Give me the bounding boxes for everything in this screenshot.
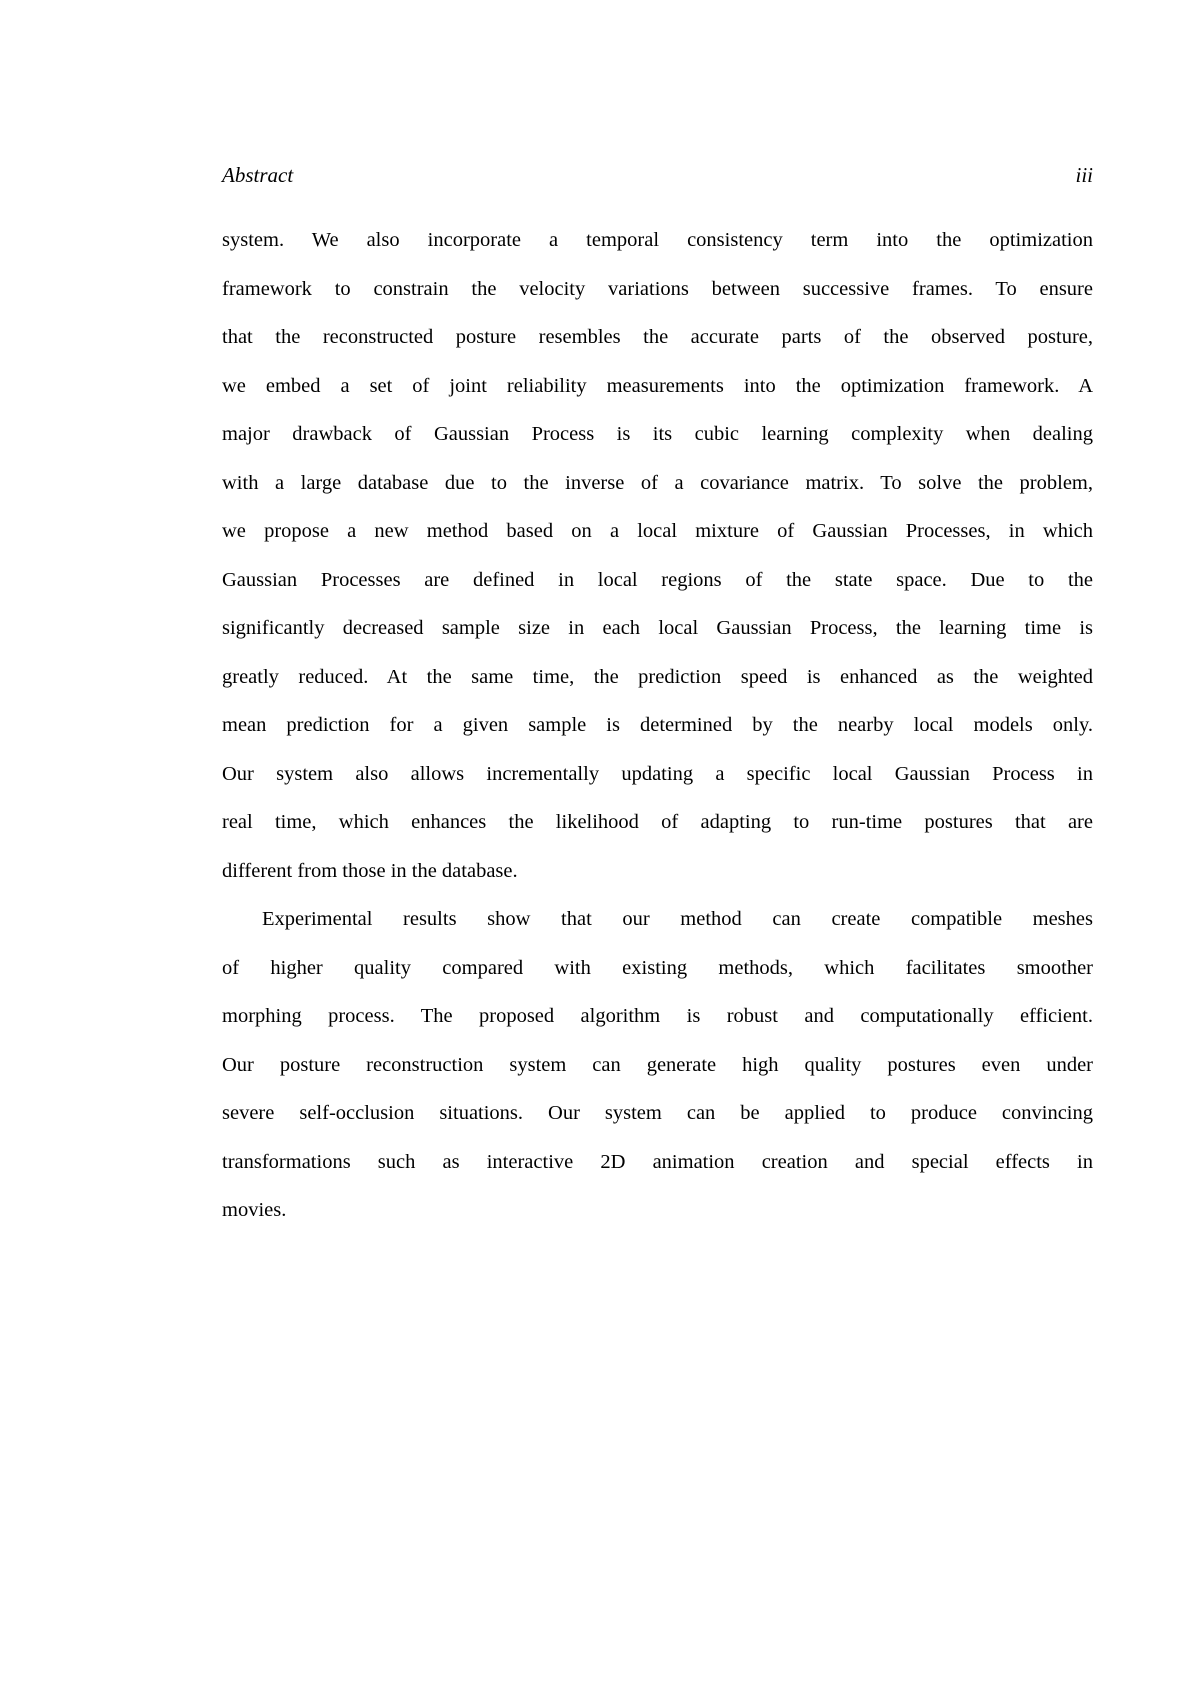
text-line: that the reconstructed posture resembles the accurate parts of the observed posture, [222,326,1093,348]
text-line: morphing process. The proposed algorithm is robust and computationally efficient. [222,1005,1093,1027]
text-line: transformations such as interactive 2D animation creation and special effects in [222,1150,1093,1173]
text-line: greatly reduced. At the same time, the prediction speed is enhanced as the weighted [222,665,1093,688]
text-line: of higher quality compared with existing methods, which facilitates smoother [222,956,1093,979]
text-line: severe self-occlusion situations. Our system can be applied to produce convincing [222,1102,1093,1124]
text-line: we propose a new method based on a local mixture of Gaussian Processes, in which [222,520,1093,542]
text-line: framework to constrain the velocity variations between successive frames. To ensure [222,277,1093,300]
paragraph [222,895,1093,1235]
text-line: Our system also allows incrementally updating a specific local Gaussian Process in [222,762,1093,785]
text-line: system. We also incorporate a temporal consistency term into the optimization [222,229,1093,251]
abstract-body [222,216,1093,1235]
page-header [222,162,1093,188]
page-number: iii [1075,163,1093,187]
text-line: we embed a set of joint reliability measurements into the optimization framework. A [222,374,1093,397]
text-line: mean prediction for a given sample is determined by the nearby local models only. [222,714,1093,736]
text-line: Experimental results show that our method can create compatible meshes [262,908,1093,930]
paragraph [222,216,1093,895]
text-line: movies. [222,1199,287,1221]
running-head-title: Abstract [222,163,294,187]
text-line: significantly decreased sample size in each local Gaussian Process, the learning time is [222,617,1093,639]
text-line: Our posture reconstruction system can generate high quality postures even under [222,1053,1093,1076]
text-line: real time, which enhances the likelihood of adapting to run-time postures that are [222,811,1093,833]
text-line: with a large database due to the inverse of a covariance matrix. To solve the problem, [222,471,1093,494]
text-line: major drawback of Gaussian Process is its cubic learning complexity when dealing [222,423,1093,445]
text-line: different from those in the database. [222,859,518,882]
text-line: Gaussian Processes are defined in local regions of the state space. Due to the [222,568,1093,591]
